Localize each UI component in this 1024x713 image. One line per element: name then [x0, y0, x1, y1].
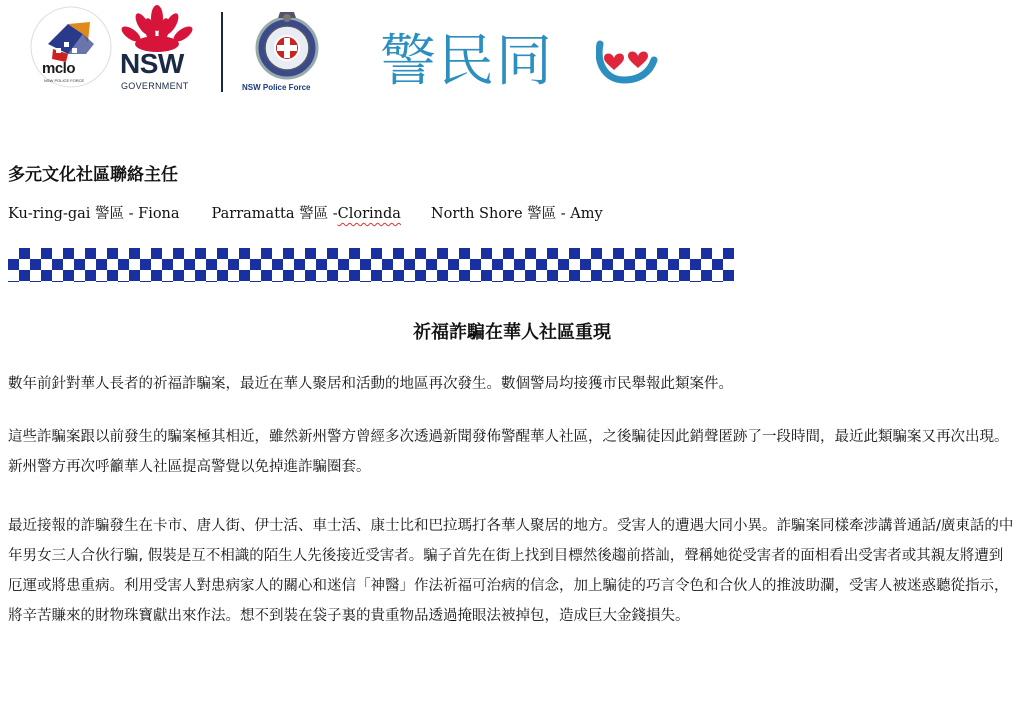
government-label: GOVERNMENT: [121, 81, 189, 91]
contact-ku-ring-gai: Ku-ring-gai 警區 - Fiona: [8, 206, 180, 222]
logo-divider: [221, 12, 223, 92]
checkered-band: [8, 248, 734, 282]
paragraph-3: 最近接報的詐騙發生在卡市、唐人街、伊士活、車士活、康士比和巴拉瑪打各華人聚居的地方。受害人的遭遇大同小異。詐騙案同樣牽涉講普通話/廣東話的中年男女三人合伙行騙, 假裝是互不相識的陌生人先後接近受害者。騙子首先在街上找到目標然後趨前搭訕，聲稱她從受害者的面相看出受害者或其親友將遭到厄運或將患重病。利用受害人對患病家人的關心和迷信「神醫」作法祈福可治病的信念，加上騙徒的巧言令色和合伙人的推波助瀾，受害人被迷惑聽從指示，將辛苦賺來的財物珠寶獻出來作法。想不到裝在袋子裏的貴重物品透過掩眼法被掉包，造成巨大金錢損失。: [8, 518, 1014, 624]
heart-logo-icon: [596, 36, 658, 86]
brand-title: 警民同: [380, 29, 554, 94]
mclo-sub-label: NSW POLICE FORCE: [44, 78, 85, 83]
contact-parramatta: Parramatta 警區 -: [211, 206, 338, 222]
mclo-label: mclo: [42, 60, 76, 77]
contact-list: [8, 202, 603, 223]
police-badge-icon: [250, 8, 324, 82]
paragraph-2: 這些詐騙案跟以前發生的騙案極其相近，雖然新州警方曾經多次透過新聞發佈警醒華人社區，之後騙徒因此銷聲匿跡了一段時間，最近此類騙案又再次出現。新州警方再次呼籲華人社區提高警覺以免掉進詐騙圈套。: [8, 429, 1009, 475]
article-title: 祈福詐騙在華人社區重現: [413, 322, 611, 343]
paragraph-1: 數年前針對華人長者的祈福詐騙案，最近在華人聚居和活動的地區再次發生。數個警局均接獲市民舉報此類案件。: [8, 376, 733, 392]
police-force-label: NSW Police Force: [242, 83, 311, 92]
nsw-label: NSW: [120, 48, 184, 79]
header-logos: [0, 0, 1024, 120]
contact-north-shore: North Shore 警區 - Amy: [430, 206, 603, 222]
contact-parramatta-name: Clorinda: [337, 206, 401, 222]
role-title: 多元文化社區聯絡主任: [8, 165, 178, 185]
